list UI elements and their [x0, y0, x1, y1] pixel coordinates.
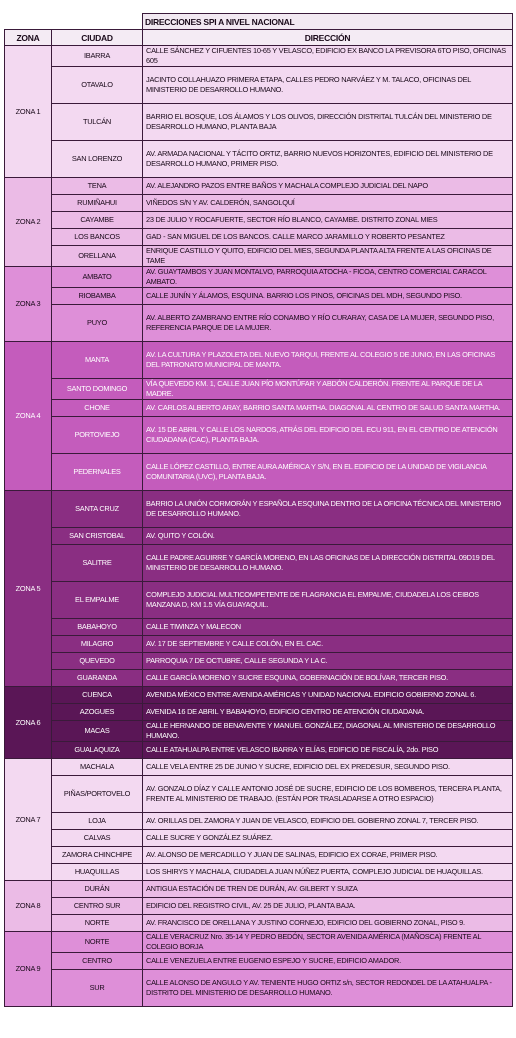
city-cell: HUAQUILLAS	[52, 864, 143, 881]
header-row	[5, 30, 513, 46]
table-row	[5, 400, 513, 417]
city-cell: AMBATO	[52, 267, 143, 288]
table-row	[5, 582, 513, 619]
city-cell: RIOBAMBA	[52, 288, 143, 305]
table-row	[5, 178, 513, 195]
address-cell: CALLE HERNANDO DE BENAVENTE Y MANUEL GONZÁLEZ, DIAGONAL AL MINISTERIO DE DESARROLLO HUMANO.	[143, 721, 513, 742]
city-cell: TULCÁN	[52, 104, 143, 141]
table-row	[5, 305, 513, 342]
city-cell: CALVAS	[52, 830, 143, 847]
city-cell: OTAVALO	[52, 67, 143, 104]
city-cell: QUEVEDO	[52, 653, 143, 670]
header-direccion: DIRECCIÓN	[143, 30, 513, 46]
address-cell: CALLE VELA ENTRE 25 DE JUNIO Y SUCRE, EDIFICIO DEL EX PREDESUR, SEGUNDO PISO.	[143, 759, 513, 776]
city-cell: MANTA	[52, 342, 143, 379]
city-cell: PORTOVIEJO	[52, 417, 143, 454]
table-row	[5, 379, 513, 400]
address-cell: AV. GUAYTAMBOS Y JUAN MONTALVO, PARROQUIA ATOCHA - FICOA, CENTRO COMERCIAL CARACOL AMBATO.	[143, 267, 513, 288]
city-cell: ORELLANA	[52, 246, 143, 267]
city-cell: AZOGUES	[52, 704, 143, 721]
table-row	[5, 545, 513, 582]
address-cell: CALLE VERACRUZ Nro. 35-14 Y PEDRO BEDÓN, SECTOR AVENIDA AMÉRICA (MAÑOSCA) FRENTE AL COLEGIO BORJA	[143, 932, 513, 953]
table-body	[5, 14, 513, 1007]
address-cell: CALLE VENEZUELA ENTRE EUGENIO ESPEJO Y SUCRE, EDIFICIO AMADOR.	[143, 953, 513, 970]
address-table	[4, 13, 513, 1007]
address-cell: AV. ALBERTO ZAMBRANO ENTRE RÍO CONAMBO Y RÍO CURARAY, CASA DE LA MUJER, SEGUNDO PISO, REFERENCIA PARQUE DE LA MUJER.	[143, 305, 513, 342]
city-cell: MACAS	[52, 721, 143, 742]
address-cell: AV. LA CULTURA Y PLAZOLETA DEL NUEVO TARQUI, FRENTE AL COLEGIO 5 DE JUNIO, EN LAS OFICINAS DEL PATRONATO MUNICIPAL DE MANTA.	[143, 342, 513, 379]
city-cell: SAN LORENZO	[52, 141, 143, 178]
table-row	[5, 636, 513, 653]
title-row	[5, 14, 513, 30]
table-row	[5, 864, 513, 881]
table-row	[5, 342, 513, 379]
address-cell: ANTIGUA ESTACIÓN DE TREN DE DURÁN, AV. GILBERT Y SUIZA	[143, 881, 513, 898]
address-cell: CALLE PADRE AGUIRRE Y GARCÍA MORENO, EN LAS OFICINAS DE LA DIRECCIÓN DISTRITAL 09D19 DEL MINISTERIO DE DESARROLLO HUMANO.	[143, 545, 513, 582]
table-row	[5, 212, 513, 229]
city-cell: NORTE	[52, 932, 143, 953]
city-cell: SALITRE	[52, 545, 143, 582]
address-cell: AV. 15 DE ABRIL Y CALLE LOS NARDOS, ATRÁS DEL EDIFICIO DEL ECU 911, EN EL CENTRO DE ATENCIÓN CIUDADANA (CAC), PLANTA BAJA.	[143, 417, 513, 454]
address-cell: AV. GONZALO DÍAZ Y CALLE ANTONIO JOSÉ DE SUCRE, EDIFICIO DE LOS BOMBEROS, TERCERA PLANTA, FRENTE AL MINISTERIO DE TRABAJO. (ESTÁN POR TRASLADARSE A OTRO ESPACIO)	[143, 776, 513, 813]
city-cell: CAYAMBE	[52, 212, 143, 229]
table-row	[5, 267, 513, 288]
address-cell: CALLE SUCRE Y GONZÁLEZ SUÁREZ.	[143, 830, 513, 847]
table-row	[5, 246, 513, 267]
address-cell: GAD - SAN MIGUEL DE LOS BANCOS. CALLE MARCO JARAMILLO Y ROBERTO PESANTEZ	[143, 229, 513, 246]
zone-cell: ZONA 7	[5, 759, 52, 881]
address-cell: AV. ALEJANDRO PAZOS ENTRE BAÑOS Y MACHALA COMPLEJO JUDICIAL DEL NAPO	[143, 178, 513, 195]
address-cell: CALLE JUNÍN Y ÁLAMOS, ESQUINA. BARRIO LOS PINOS, OFICINAS DEL MDH, SEGUNDO PISO.	[143, 288, 513, 305]
table-row	[5, 288, 513, 305]
address-cell: VIÑEDOS S/N Y AV. CALDERÓN, SANGOLQUÍ	[143, 195, 513, 212]
address-cell: LOS SHIRYS Y MACHALA, CIUDADELA JUAN NÚÑEZ PUERTA, COMPLEJO JUDICIAL DE HUAQUILLAS.	[143, 864, 513, 881]
zone-cell: ZONA 1	[5, 46, 52, 178]
table-row	[5, 759, 513, 776]
table-row	[5, 46, 513, 67]
table-row	[5, 528, 513, 545]
city-cell: SANTA CRUZ	[52, 491, 143, 528]
address-cell: AV. FRANCISCO DE ORELLANA Y JUSTINO CORNEJO, EDIFICIO DEL GOBIERNO ZONAL, PISO 9.	[143, 915, 513, 932]
address-cell: AV. ALONSO DE MERCADILLO Y JUAN DE SALINAS, EDIFICIO EX CORAE, PRIMER PISO.	[143, 847, 513, 864]
address-cell: AVENIDA 16 DE ABRIL Y BABAHOYO, EDIFICIO CENTRO DE ATENCIÓN CIUDADANA.	[143, 704, 513, 721]
address-cell: CALLE LÓPEZ CASTILLO, ENTRE AURA AMÉRICA Y S/N, EN EL EDIFICIO DE LA UNIDAD DE VIGILANCIA COMUNITARIA (UVC), PLANTA BAJA.	[143, 454, 513, 491]
table-row	[5, 670, 513, 687]
address-cell: COMPLEJO JUDICIAL MULTICOMPETENTE DE FLAGRANCIA EL EMPALME, CIUDADELA LOS CEIBOS MANZANA D, KM 1.5 VÍA GUAYAQUIL.	[143, 582, 513, 619]
table-row	[5, 932, 513, 953]
address-cell: AV. ORILLAS DEL ZAMORA Y JUAN DE VELASCO, EDIFICIO DEL GOBIERNO ZONAL 7, TERCER PISO.	[143, 813, 513, 830]
city-cell: ZAMORA CHINCHIPE	[52, 847, 143, 864]
table-row	[5, 953, 513, 970]
table-row	[5, 491, 513, 528]
table-row	[5, 813, 513, 830]
table-row	[5, 653, 513, 670]
zone-cell: ZONA 2	[5, 178, 52, 267]
city-cell: GUALAQUIZA	[52, 742, 143, 759]
table-row	[5, 776, 513, 813]
address-cell: CALLE TIWINZA Y MALECON	[143, 619, 513, 636]
address-cell: EDIFICIO DEL REGISTRO CIVIL, AV. 25 DE JULIO, PLANTA BAJA.	[143, 898, 513, 915]
address-cell: CALLE GARCÍA MORENO Y SUCRE ESQUINA, GOBERNACIÓN DE BOLÍVAR, TERCER PISO.	[143, 670, 513, 687]
city-cell: MACHALA	[52, 759, 143, 776]
table-row	[5, 742, 513, 759]
city-cell: CENTRO	[52, 953, 143, 970]
address-cell: AV. QUITO Y COLÓN.	[143, 528, 513, 545]
address-cell: JACINTO COLLAHUAZO PRIMERA ETAPA, CALLES PEDRO NARVÁEZ Y M. TALACO, OFICINAS DEL MINISTERIO DE DESARROLLO HUMANO.	[143, 67, 513, 104]
city-cell: EL EMPALME	[52, 582, 143, 619]
city-cell: DURÁN	[52, 881, 143, 898]
table-row	[5, 881, 513, 898]
table-row	[5, 847, 513, 864]
table-row	[5, 830, 513, 847]
city-cell: PUYO	[52, 305, 143, 342]
table-row	[5, 417, 513, 454]
zone-cell: ZONA 5	[5, 491, 52, 687]
table-row	[5, 721, 513, 742]
city-cell: LOS BANCOS	[52, 229, 143, 246]
table-row	[5, 67, 513, 104]
city-cell: NORTE	[52, 915, 143, 932]
city-cell: SAN CRISTOBAL	[52, 528, 143, 545]
address-cell: AV. 17 DE SEPTIEMBRE Y CALLE COLÓN, EN EL CAC.	[143, 636, 513, 653]
city-cell: CHONE	[52, 400, 143, 417]
table-title: DIRECCIONES SPI A NIVEL NACIONAL	[143, 14, 513, 30]
city-cell: PEDERNALES	[52, 454, 143, 491]
address-cell: PARROQUIA 7 DE OCTUBRE, CALLE SEGUNDA Y LA C.	[143, 653, 513, 670]
zone-cell: ZONA 4	[5, 342, 52, 491]
city-cell: CUENCA	[52, 687, 143, 704]
city-cell: BABAHOYO	[52, 619, 143, 636]
address-cell: CALLE ATAHUALPA ENTRE VELASCO IBARRA Y ELÍAS, EDIFICIO DE FISCALÍA, 2do. PISO	[143, 742, 513, 759]
city-cell: TENA	[52, 178, 143, 195]
city-cell: LOJA	[52, 813, 143, 830]
address-cell: ENRIQUE CASTILLO Y QUITO, EDIFICIO DEL MIES, SEGUNDA PLANTA ALTA FRENTE A LAS OFICINAS DE TAME	[143, 246, 513, 267]
blank-cell	[5, 14, 52, 30]
zone-cell: ZONA 9	[5, 932, 52, 1007]
table-row	[5, 915, 513, 932]
table-row	[5, 687, 513, 704]
table-row	[5, 141, 513, 178]
address-cell: AV. ARMADA NACIONAL Y TÁCITO ORTIZ, BARRIO NUEVOS HORIZONTES, EDIFICIO DEL MINISTERIO DE DESARROLLO HUMANO, PRIMER PISO.	[143, 141, 513, 178]
zone-cell: ZONA 3	[5, 267, 52, 342]
address-cell: AVENIDA MÉXICO ENTRE AVENIDA AMÉRICAS Y UNIDAD NACIONAL EDIFICIO GOBIERNO ZONAL 6.	[143, 687, 513, 704]
blank-cell	[52, 14, 143, 30]
address-cell: CALLE SÁNCHEZ Y CIFUENTES 10-65 Y VELASCO, EDIFICIO EX BANCO LA PREVISORA 6TO PISO, OFICINAS 605	[143, 46, 513, 67]
table-row	[5, 104, 513, 141]
city-cell: RUMIÑAHUI	[52, 195, 143, 212]
header-zona: ZONA	[5, 30, 52, 46]
city-cell: GUARANDA	[52, 670, 143, 687]
city-cell: IBARRA	[52, 46, 143, 67]
table-row	[5, 195, 513, 212]
address-cell: AV. CARLOS ALBERTO ARAY, BARRIO SANTA MARTHA. DIAGONAL AL CENTRO DE SALUD SANTA MARTHA.	[143, 400, 513, 417]
table-row	[5, 229, 513, 246]
city-cell: PIÑAS/PORTOVELO	[52, 776, 143, 813]
zone-cell: ZONA 8	[5, 881, 52, 932]
city-cell: MILAGRO	[52, 636, 143, 653]
table-row	[5, 970, 513, 1007]
table-row	[5, 898, 513, 915]
address-cell: VÍA QUEVEDO KM. 1, CALLE JUAN PÍO MONTÚFAR Y ABDÓN CALDERÓN. FRENTE AL PARQUE DE LA MADRE.	[143, 379, 513, 400]
header-ciudad: CIUDAD	[52, 30, 143, 46]
table-row	[5, 704, 513, 721]
city-cell: CENTRO SUR	[52, 898, 143, 915]
zone-cell: ZONA 6	[5, 687, 52, 759]
table-row	[5, 619, 513, 636]
address-cell: 23 DE JULIO Y ROCAFUERTE, SECTOR RÍO BLANCO, CAYAMBE. DISTRITO ZONAL MIES	[143, 212, 513, 229]
address-cell: BARRIO EL BOSQUE, LOS ÁLAMOS Y LOS OLIVOS, DIRECCIÓN DISTRITAL TULCÁN DEL MINISTERIO DE DESARROLLO HUMANO, PLANTA BAJA	[143, 104, 513, 141]
address-cell: BARRIO LA UNIÓN CORMORÁN Y ESPAÑOLA ESQUINA DENTRO DE LA OFICINA TÉCNICA DEL MINISTERIO DE DESARROLLO HUMANO.	[143, 491, 513, 528]
table-row	[5, 454, 513, 491]
city-cell: SUR	[52, 970, 143, 1007]
address-sheet	[4, 13, 512, 1007]
address-cell: CALLE ALONSO DE ANGULO Y AV. TENIENTE HUGO ORTIZ s/n, SECTOR REDONDEL DE LA ATAHUALPA - DISTRITO DEL MINISTERIO DE DESARROLLO HUMANO.	[143, 970, 513, 1007]
city-cell: SANTO DOMINGO	[52, 379, 143, 400]
